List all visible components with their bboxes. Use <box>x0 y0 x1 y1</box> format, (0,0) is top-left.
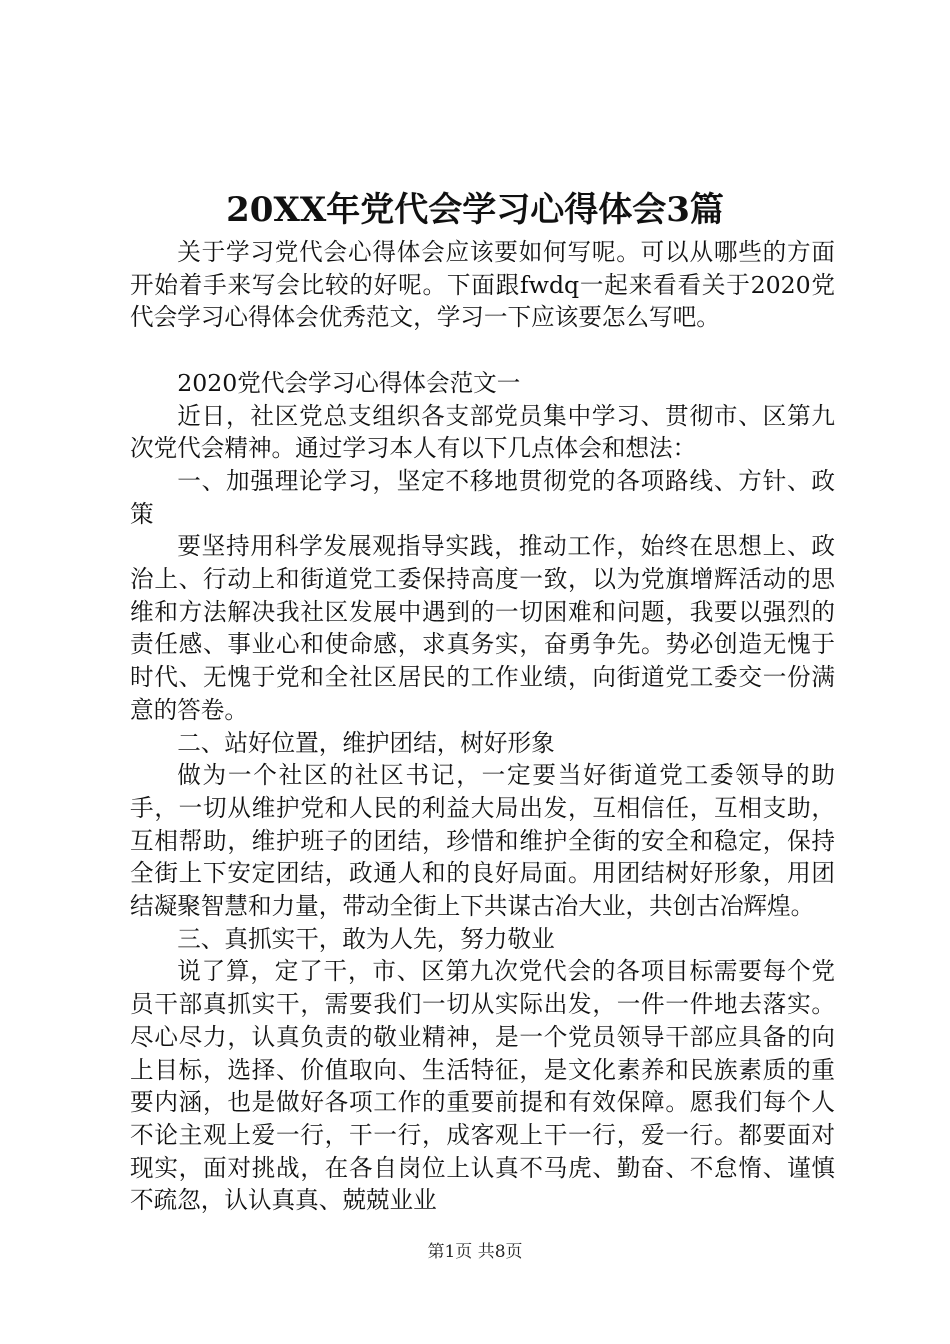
body-paragraph-2: 要坚持用科学发展观指导实践，推动工作，始终在思想上、政治上、行动上和街道党工委保持高度一致，以为党旗增辉活动的思维和方法解决我社区发展中遇到的一切困难和问题，我要以强烈的责任感、事业心和使命感，求真务实，奋勇争先。势必创造无愧于时代、无愧于党和全社区居民的工作业绩，向街道党工委交一份满意的答卷。 <box>130 532 835 724</box>
body-paragraph-3: 做为一个社区的社区书记，一定要当好街道党工委领导的助手，一切从维护党和人民的利益大局出发，互相信任，互相支助，互相帮助，维护班子的团结，珍惜和维护全街的安全和稳定，保持全街上下安定团结，政通人和的良好局面。用团结树好形象，用团结凝聚智慧和力量，带动全街上下共谋古冶大业，共创古冶辉煌。 <box>130 761 835 921</box>
blank-line <box>130 334 835 367</box>
body-paragraph-4: 说了算，定了干，市、区第九次党代会的各项目标需要每个党员干部真抓实干，需要我们一切从实际出发，一件一件地去落实。尽心尽力，认真负责的敬业精神，是一个党员领导干部应具备的向上目标，选择、价值取向、生活特征，是文化素养和民族素质的重要内涵，也是做好各项工作的重要前提和有效保障。愿我们每个人不论主观上爱一行，干一行，成客观上干一行，爱一行。都要面对现实，面对挑战，在各自岗位上认真不马虎、勤奋、不怠惰、谨慎不疏忽，认认真真、兢兢业业 <box>130 957 835 1215</box>
section-heading-2: 二、站好位置，维护团结，树好形象 <box>177 728 555 757</box>
document-body <box>130 236 835 1217</box>
body-paragraph-1: 近日，社区党总支组织各支部党员集中学习、贯彻市、区第九次党代会精神。通过学习本人有以下几点体会和想法： <box>130 401 835 463</box>
section-title: 2020党代会学习心得体会范文一 <box>177 368 521 397</box>
page-footer: 第1页 共8页 <box>427 1242 523 1262</box>
section-heading-1: 一、加强理论学习，坚定不移地贯彻党的各项路线、方针、政策 <box>130 466 835 528</box>
document-title: 20XX年党代会学习心得体会3篇 <box>226 190 724 230</box>
section-heading-3: 三、真抓实干，敢为人先，努力敬业 <box>177 924 555 953</box>
intro-paragraph: 关于学习党代会心得体会应该要如何写呢。可以从哪些的方面开始着手来写会比较的好呢。下面跟fwdq一起来看看关于2020党代会学习心得体会优秀范文，学习一下应该要怎么写吧。 <box>130 238 835 332</box>
